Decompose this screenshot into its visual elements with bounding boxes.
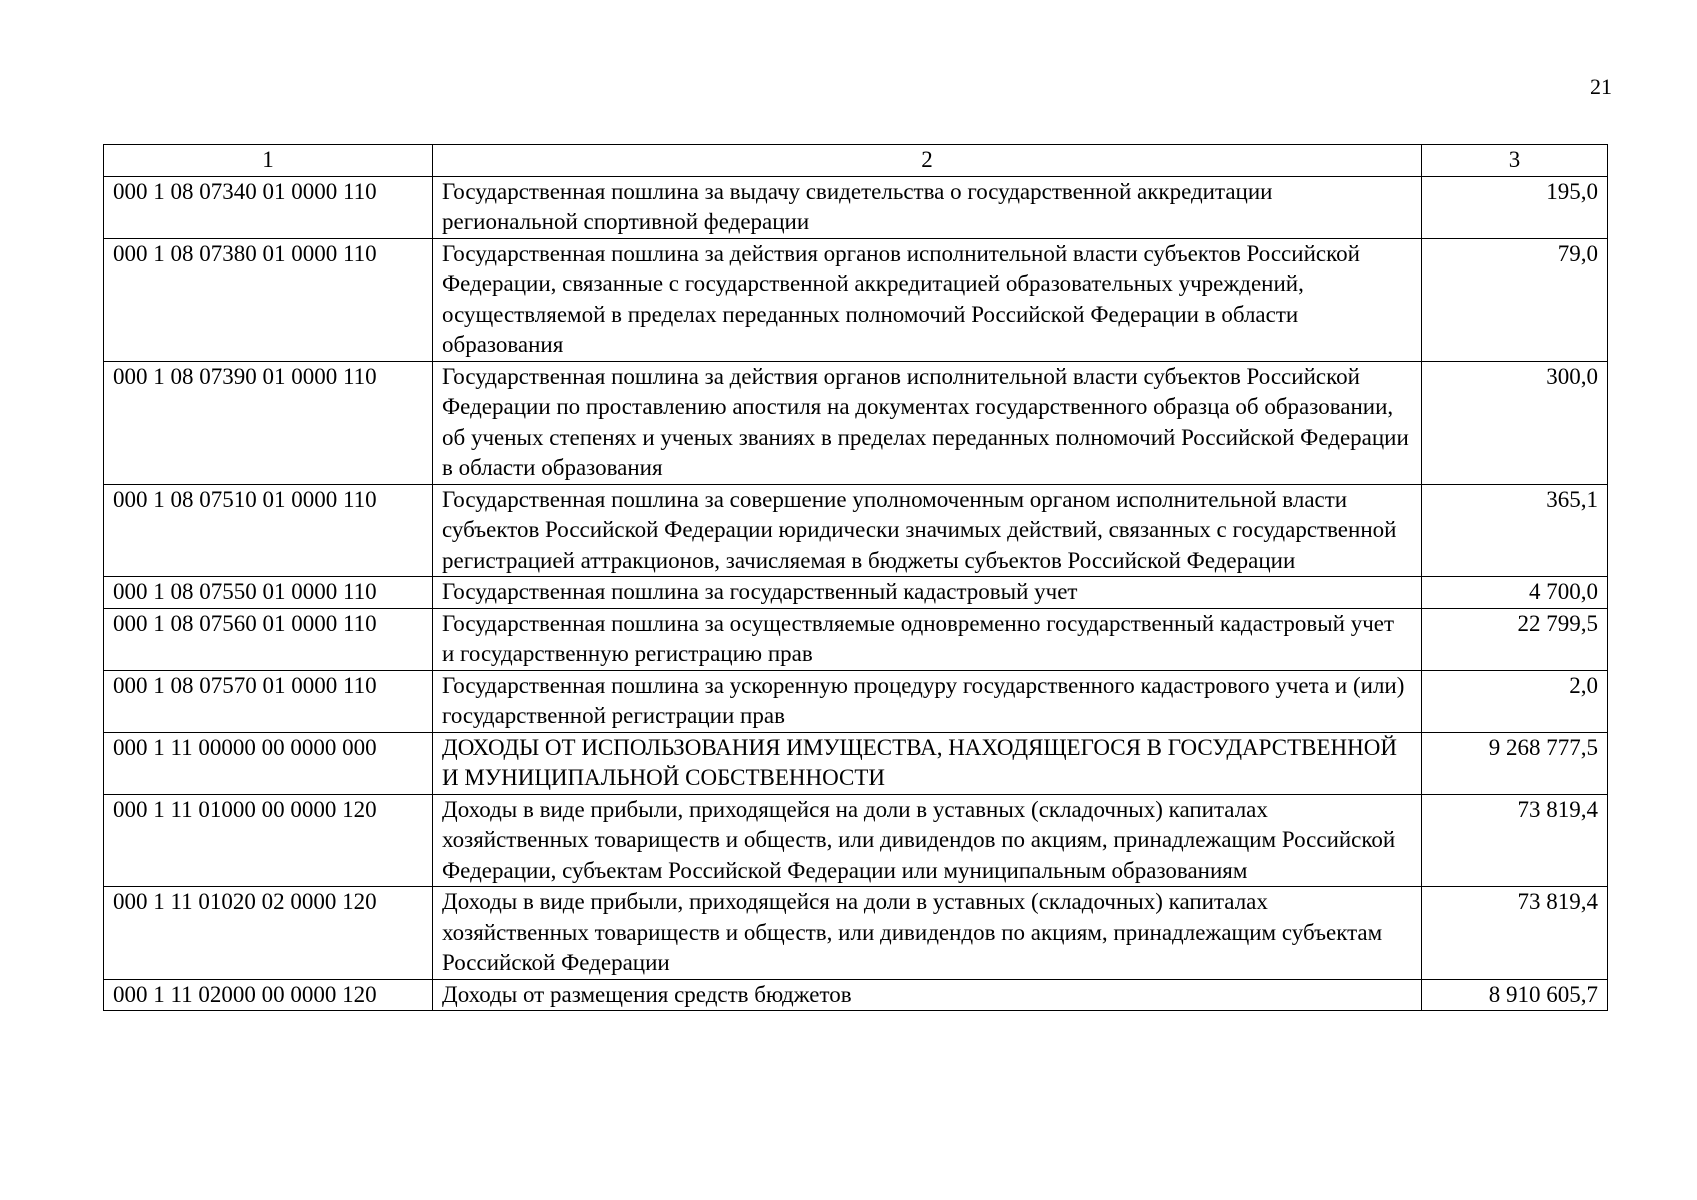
row-code: 000 1 08 07380 01 0000 110 (104, 238, 433, 361)
page-number: 21 (1590, 74, 1612, 99)
row-code: 000 1 11 01000 00 0000 120 (104, 794, 433, 887)
row-code: 000 1 11 02000 00 0000 120 (104, 979, 433, 1011)
row-amount: 365,1 (1422, 484, 1608, 577)
row-amount: 4 700,0 (1422, 577, 1608, 609)
table-row (104, 794, 1608, 887)
table-row (104, 670, 1608, 732)
row-name: Государственная пошлина за ускоренную процедуру государственного кадастрового учета и (или) государственной регистрации прав (433, 670, 1422, 732)
row-amount: 9 268 777,5 (1422, 732, 1608, 794)
row-amount: 22 799,5 (1422, 608, 1608, 670)
row-name: ДОХОДЫ ОТ ИСПОЛЬЗОВАНИЯ ИМУЩЕСТВА, НАХОДЯЩЕГОСЯ В ГОСУДАРСТВЕННОЙ И МУНИЦИПАЛЬНОЙ СОБСТВЕННОСТИ (433, 732, 1422, 794)
row-amount: 79,0 (1422, 238, 1608, 361)
header-row (104, 145, 1608, 177)
table-row (104, 979, 1608, 1011)
row-amount: 73 819,4 (1422, 887, 1608, 980)
table-row (104, 484, 1608, 577)
row-name: Доходы в виде прибыли, приходящейся на доли в уставных (складочных) капиталах хозяйственных товариществ и обществ, или дивидендов по акциям, принадлежащим субъектам Российской Федерации (433, 887, 1422, 980)
row-name: Государственная пошлина за действия органов исполнительной власти субъектов Российской Федерации по проставлению апостиля на документах государственного образца об образовании, об ученых степенях и ученых званиях в пределах переданных полномочий Российской Федерации в области образования (433, 361, 1422, 484)
row-code: 000 1 08 07340 01 0000 110 (104, 176, 433, 238)
row-name: Доходы в виде прибыли, приходящейся на доли в уставных (складочных) капиталах хозяйственных товариществ и обществ, или дивидендов по акциям, принадлежащим Российской Федерации, субъектам Российской Федерации или муниципальным образованиям (433, 794, 1422, 887)
row-code: 000 1 08 07570 01 0000 110 (104, 670, 433, 732)
table-row (104, 887, 1608, 980)
row-code: 000 1 08 07550 01 0000 110 (104, 577, 433, 609)
row-name: Государственная пошлина за совершение уполномоченным органом исполнительной власти субъектов Российской Федерации юридически значимых действий, связанных с государственной регистрацией аттракционов, зачисляемая в бюджеты субъектов Российской Федерации (433, 484, 1422, 577)
table-row (104, 608, 1608, 670)
row-code: 000 1 11 01020 02 0000 120 (104, 887, 433, 980)
header-col-2: 2 (433, 145, 1422, 177)
row-name: Государственная пошлина за выдачу свидетельства о государственной аккредитации региональной спортивной федерации (433, 176, 1422, 238)
table-row (104, 732, 1608, 794)
row-amount: 300,0 (1422, 361, 1608, 484)
row-name: Государственная пошлина за действия органов исполнительной власти субъектов Российской Федерации, связанные с государственной аккредитацией образовательных учреждений, осуществляемой в пределах переданных полномочий Российской Федерации в области образования (433, 238, 1422, 361)
budget-revenue-table (103, 144, 1608, 1011)
row-amount: 195,0 (1422, 176, 1608, 238)
table-body (104, 176, 1608, 1011)
table-row (104, 361, 1608, 484)
row-amount: 8 910 605,7 (1422, 979, 1608, 1011)
row-code: 000 1 11 00000 00 0000 000 (104, 732, 433, 794)
row-amount: 2,0 (1422, 670, 1608, 732)
header-col-1: 1 (104, 145, 433, 177)
row-code: 000 1 08 07560 01 0000 110 (104, 608, 433, 670)
table-header (104, 145, 1608, 177)
table-row (104, 238, 1608, 361)
row-amount: 73 819,4 (1422, 794, 1608, 887)
header-col-3: 3 (1422, 145, 1608, 177)
row-code: 000 1 08 07510 01 0000 110 (104, 484, 433, 577)
row-code: 000 1 08 07390 01 0000 110 (104, 361, 433, 484)
row-name: Государственная пошлина за государственный кадастровый учет (433, 577, 1422, 609)
row-name: Государственная пошлина за осуществляемые одновременно государственный кадастровый учет и государственную регистрацию прав (433, 608, 1422, 670)
table-row (104, 176, 1608, 238)
table-row (104, 577, 1608, 609)
row-name: Доходы от размещения средств бюджетов (433, 979, 1422, 1011)
